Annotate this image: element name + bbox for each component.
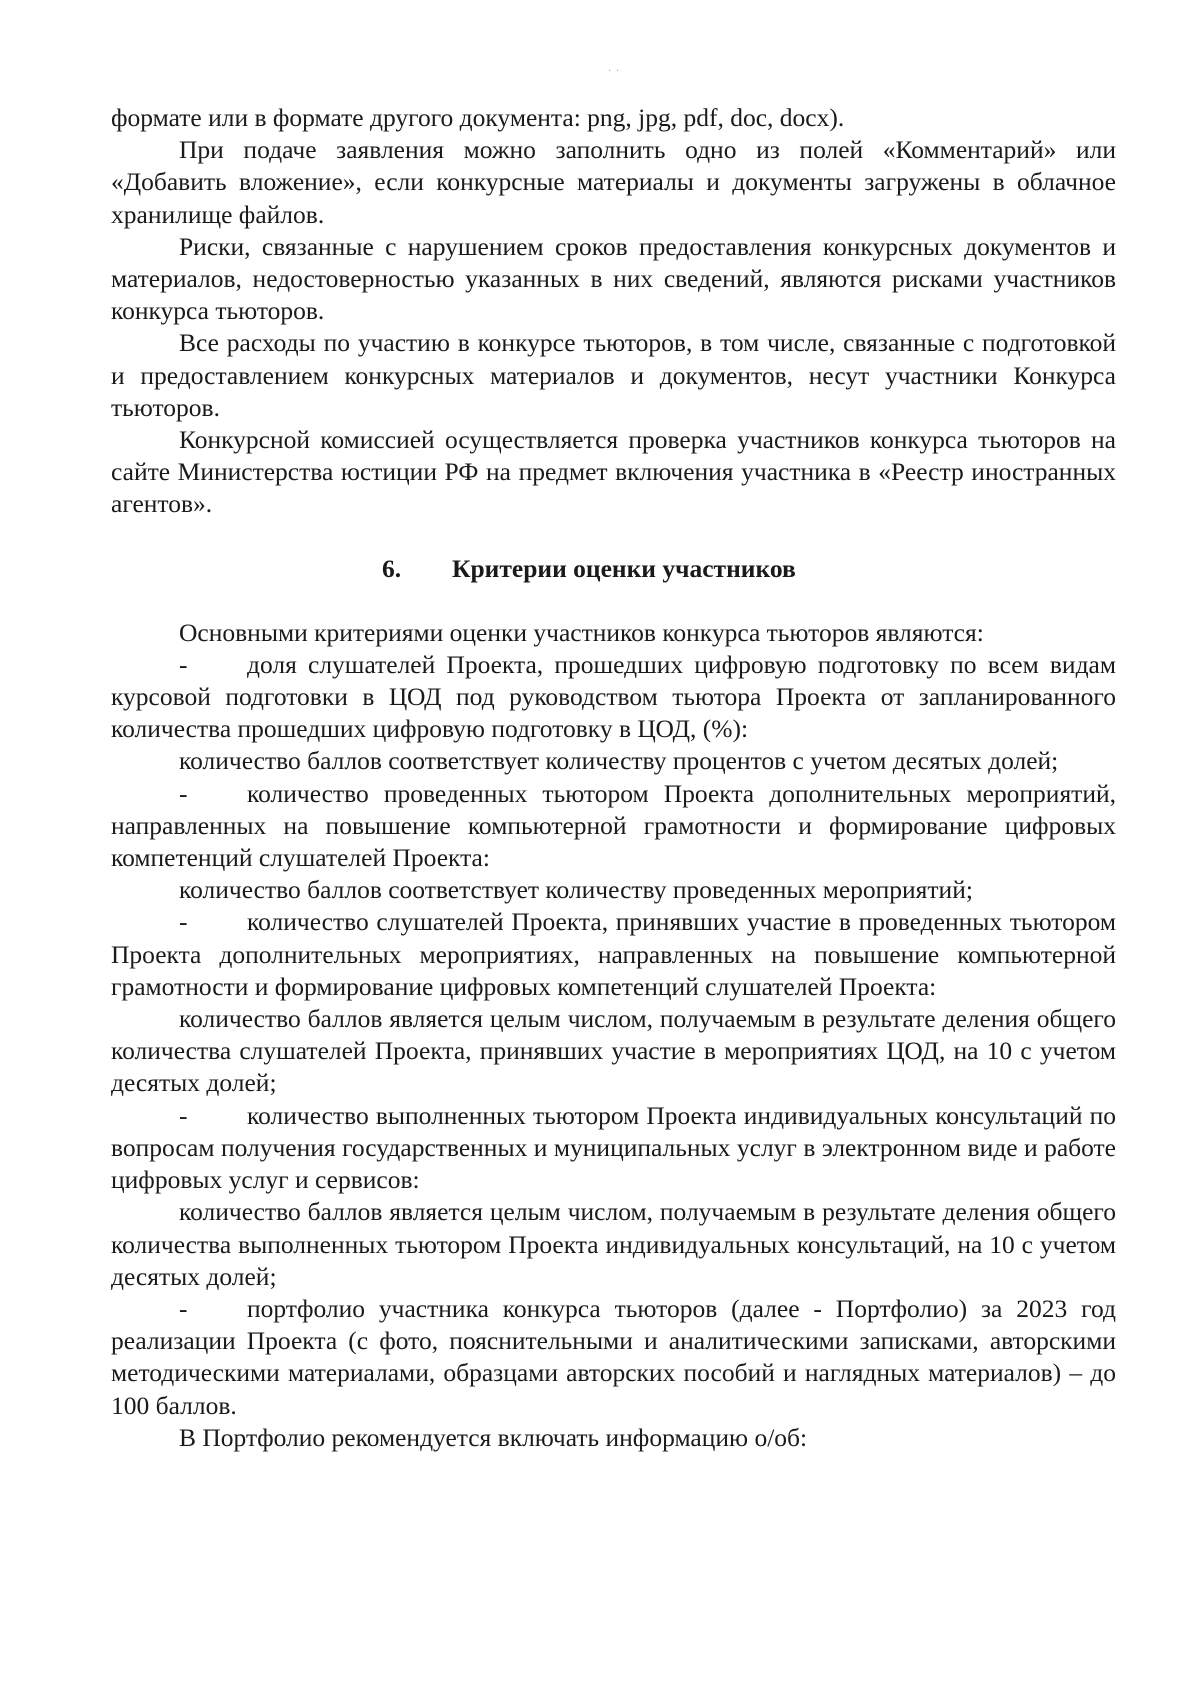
paragraph-risks: Риски, связанные с нарушением сроков предоставления конкурсных документов и материалов, недостоверностью указанных в них сведений, являются рисками участников конкурса тьюторов. — [111, 231, 1116, 326]
criterion-text: количество слушателей Проекта, принявших участие в проведенных тьютором Проекта дополнительных мероприятиях, направленных на повышение компьютерной грамотности и формирование цифровых компетенций слушателей Проекта: — [111, 907, 1116, 1001]
bullet-dash: - — [179, 1100, 188, 1130]
paragraph-file-formats: формате или в формате другого документа: png, jpg, pdf, doc, docx). — [111, 103, 845, 132]
section-heading — [111, 553, 1116, 585]
section-number: 6. — [382, 553, 402, 583]
criterion-text: портфолио участника конкурса тьюторов (далее - Портфолио) за 2023 год реализации Проекта (с фото, пояснительными и аналитическими записками, авторскими методическими материалами, образцами авторских пособий и наглядных материалов) – до 100 баллов. — [111, 1293, 1116, 1420]
bullet-dash: - — [179, 1293, 188, 1323]
criterion-score: количество баллов соответствует количеству процентов с учетом десятых долей; — [179, 746, 1059, 776]
criterion-score: количество баллов соответствует количеству проведенных мероприятий; — [179, 875, 973, 905]
criterion-item — [111, 649, 1116, 746]
criterion-text: количество проведенных тьютором Проекта дополнительных мероприятий, направленных на повышение компьютерной грамотности и формирование цифровых компетенций слушателей Проекта: — [111, 778, 1116, 873]
criteria-intro: Основными критериями оценки участников конкурса тьюторов являются: — [179, 617, 984, 647]
page-top-mark: · · — [608, 66, 621, 77]
criterion-item — [111, 906, 1116, 1003]
paragraph-registry-check: Конкурсной комиссией осуществляется проверка участников конкурса тьюторов на сайте Министерства юстиции РФ на предмет включения участника в «Реестр иностранных агентов». — [111, 425, 1116, 519]
criterion-item — [111, 1100, 1116, 1197]
criterion-score: количество баллов является целым числом, получаемым в результате деления общего количества выполненных тьютором Проекта индивидуальных консультаций, на 10 с учетом десятых долей; — [111, 1197, 1116, 1291]
criterion-item — [111, 1293, 1116, 1422]
document-body — [111, 102, 1116, 1454]
bullet-dash: - — [179, 778, 188, 808]
bullet-dash: - — [179, 907, 188, 937]
criterion-item — [111, 778, 1116, 875]
bullet-dash: - — [179, 649, 188, 679]
criterion-text: доля слушателей Проекта, прошедших цифровую подготовку по всем видам курсовой подготовки в ЦОД под руководством тьютора Проекта от запланированного количества прошедших цифровую подготовку в ЦОД, (%): — [111, 649, 1116, 744]
paragraph-expenses: Все расходы по участию в конкурсе тьюторов, в том числе, связанные с подготовкой и предоставлением конкурсных материалов и документов, несут участники Конкурса тьюторов. — [111, 328, 1116, 422]
criterion-text: количество выполненных тьютором Проекта индивидуальных консультаций по вопросам получения государственных и муниципальных услуг в электронном виде и работе цифровых услуг и сервисов: — [111, 1100, 1116, 1195]
portfolio-note: В Портфолио рекомендуется включать информацию о/об: — [179, 1422, 808, 1452]
section-title: Критерии оценки участников — [452, 553, 796, 583]
criterion-score: количество баллов является целым числом, получаемым в результате деления общего количества слушателей Проекта, принявших участие в мероприятиях ЦОД, на 10 с учетом десятых долей; — [111, 1004, 1116, 1098]
paragraph-application-fields: При подаче заявления можно заполнить одно из полей «Комментарий» или «Добавить вложение», если конкурсные материалы и документы загружены в облачное хранилище файлов. — [111, 135, 1116, 229]
